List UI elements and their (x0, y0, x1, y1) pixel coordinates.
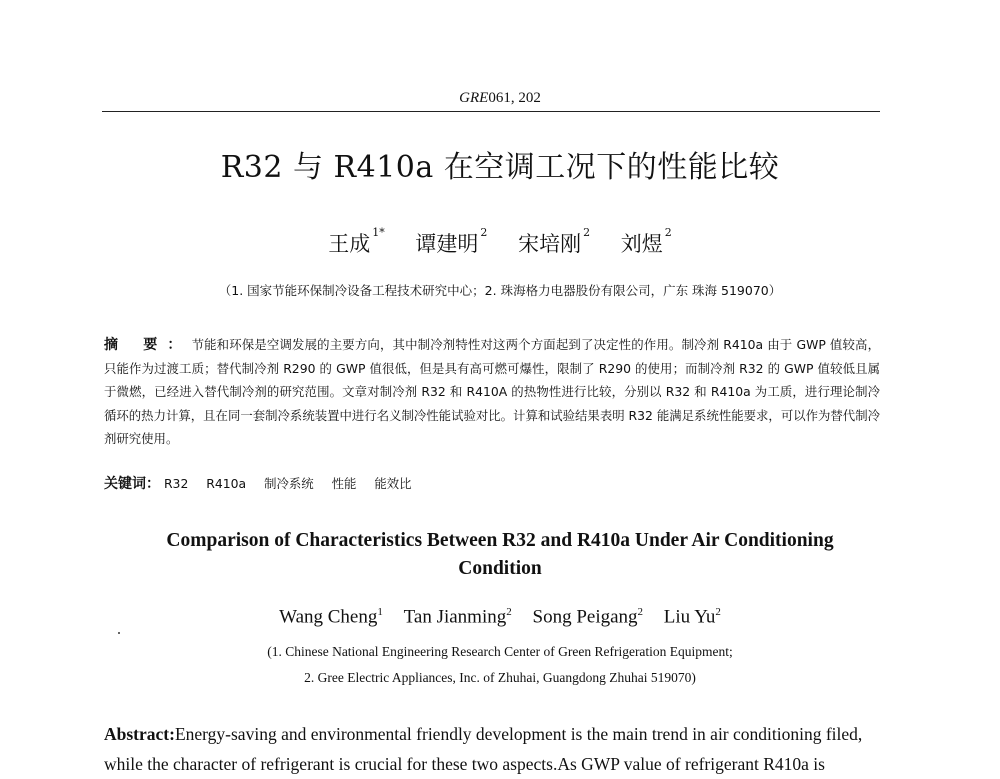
author-cn-3: 宋培刚 $^2$ (518, 226, 591, 256)
title-english-line-2: Condition (458, 558, 542, 579)
keyword: R410a (206, 476, 247, 491)
authors-chinese (0, 228, 1000, 258)
abstract-cn-text: 节能和环保是空调发展的主要方向，其中制冷剂特性对这两个方面起到了决定性的作用。制冷剂 R410a 由于 GWP 值较高，只能作为过渡工质；替代制冷剂 R290 的 GWP 值很低，但是具有高可燃可爆性，限制了 R290 的使用；而制冷剂 R32 的 GWP 值较低且属于微燃，已经进入替代制冷剂的研究范围。文章对制冷剂 R32 和 R410A 的热物性进行比较，分别以 R32 和 R410a 为工质，进行理论制冷循环的热力计算，且在同一套制冷系统装置中进行名义制冷性能试验对比。计算和试验结果表明 R32 能满足系统性能要求，可以作为替代制冷剂研究使用。 (104, 337, 880, 446)
author-en-1: Wang Cheng$^1$ (279, 606, 383, 628)
keyword: 制冷系统 (264, 476, 314, 491)
author-en-3: Song Peigang$^2$ (532, 606, 644, 628)
affiliation-chinese: （1. 国家节能环保制冷设备工程技术研究中心；2. 珠海格力电器股份有限公司，广东 珠海 519070） (218, 283, 782, 298)
abstract-chinese (104, 333, 880, 450)
abstract-english (104, 719, 884, 779)
abstract-en-text: Energy-saving and environmental friendly development is the main trend in air conditioning filed, while the character of refrigerant is crucial for these two aspects.As GWP value of refrigerant R410a is (104, 724, 863, 774)
affiliation-english-line-2: 2. Gree Electric Appliances, Inc. of Zhuhai, Guangdong Zhuhai 519070) (304, 670, 696, 685)
keyword: 性能 (331, 476, 357, 491)
keywords-label: 关键词： (104, 476, 160, 492)
authors-english (0, 606, 1000, 628)
keywords-chinese (104, 473, 880, 493)
header-rule (102, 111, 880, 112)
author-cn-2: 谭建明 $^2$ (415, 226, 488, 256)
author-cn-4: 刘煜 $^2$ (620, 226, 672, 256)
affiliation-english-line-1: (1. Chinese National Engineering Research Center of Green Refrigeration Equipment; (267, 644, 733, 659)
keyword: 能效比 (374, 476, 412, 491)
title-english (0, 527, 1000, 583)
affiliation-english (0, 639, 1000, 691)
title-english-line-1: Comparison of Characteristics Between R32 and R410a Under Air Conditioning (166, 530, 834, 551)
document-id-prefix: GRE (459, 90, 489, 106)
scan-speck (118, 632, 120, 634)
abstract-en-label: Abstract: (104, 724, 175, 744)
author-en-4: Liu Yu$^2$ (663, 606, 721, 628)
document-id (0, 90, 1000, 107)
document-id-number: 061, 202 (488, 90, 541, 106)
title-chinese: R32 与 R410a 在空调工况下的性能比较 (220, 150, 780, 185)
author-cn-1: 王成 $^{1*}$ (328, 226, 385, 256)
abstract-cn-label: 摘 要： (104, 337, 192, 353)
author-en-2: Tan Jianming$^2$ (403, 606, 512, 628)
keyword: R32 (163, 476, 189, 491)
